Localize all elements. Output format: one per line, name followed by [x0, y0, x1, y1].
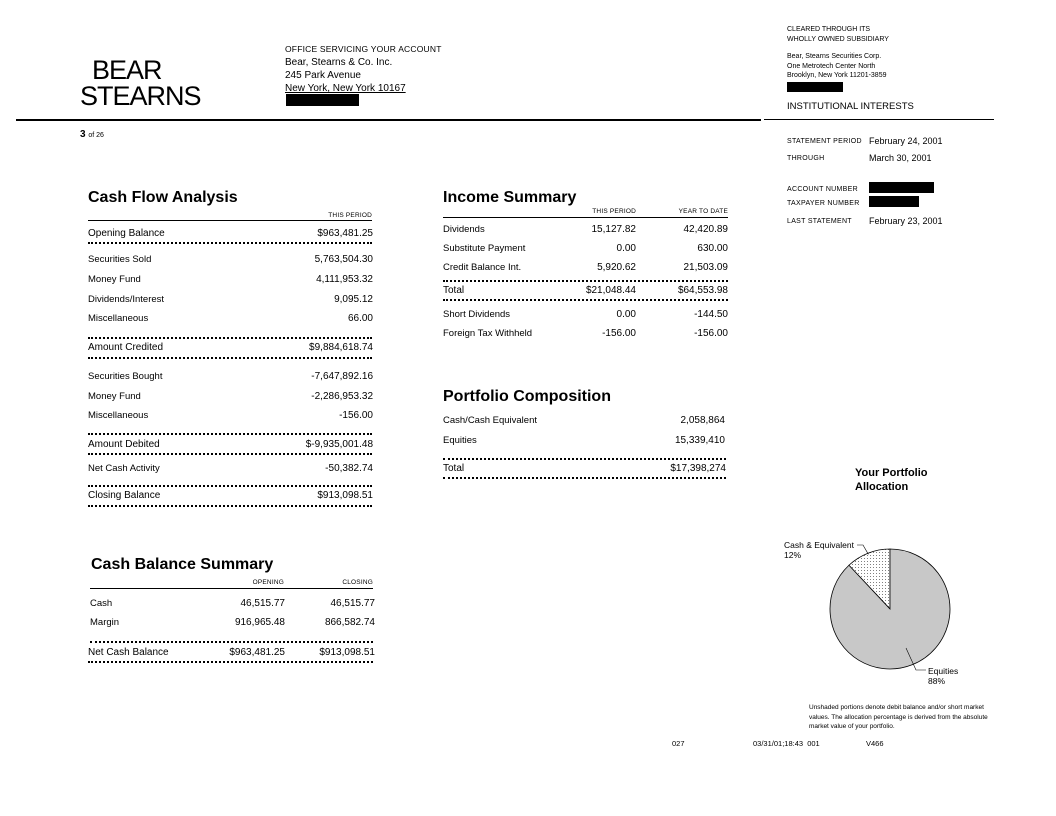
redaction-bar	[869, 182, 934, 193]
income-row2-period: -156.00	[602, 328, 636, 339]
last-statement-label: LAST STATEMENT	[787, 218, 852, 225]
taxpayer-label: TAXPAYER NUMBER	[787, 200, 860, 207]
cash-balance-header-rule	[90, 588, 373, 589]
pie-label-cash-percent: 12%	[784, 550, 802, 560]
account-label: ACCOUNT NUMBER	[787, 186, 858, 193]
income-row-period: 5,920.62	[597, 262, 636, 273]
income-row2-ytd: -144.50	[694, 309, 728, 320]
page-number: 3 of 26	[80, 129, 104, 140]
net-cash-balance-closing: $913,098.51	[319, 647, 375, 658]
footer-version: V466	[866, 739, 884, 748]
debited-value: $-9,935,001.48	[305, 439, 373, 450]
statement-period-value: February 24, 2001	[869, 136, 943, 146]
cash-balance-row-label: Margin	[90, 617, 120, 628]
through-label: THROUGH	[787, 155, 825, 162]
portfolio-row-label: Equities	[443, 435, 477, 446]
money-fund-value: 4,111,953.32	[316, 274, 373, 285]
footer-code: 027	[672, 739, 685, 748]
income-total-label: Total	[443, 285, 465, 296]
income-col-ytd: YEAR TO DATE	[678, 208, 728, 215]
cash-flow-col-header: THIS PERIOD	[328, 212, 372, 219]
misc2-label: Miscellaneous	[88, 410, 149, 421]
logo-line2: STEARNS	[80, 81, 201, 111]
clearing-name: Bear, Stearns Securities Corp.	[787, 53, 882, 60]
misc2-value: -156.00	[339, 410, 373, 421]
income-row-period: 15,127.82	[591, 224, 636, 235]
allocation-title-line1: Your Portfolio	[855, 467, 928, 479]
allocation-note: Unshaded portions denote debit balance and/or short market values. The allocation percentage is derived from the absolute market value of your portfolio.	[809, 704, 988, 730]
office-block	[285, 43, 442, 95]
cash-balance-row-opening: 46,515.77	[240, 598, 285, 609]
income-row-ytd: 42,420.89	[683, 224, 728, 235]
last-statement-value: February 23, 2001	[869, 216, 943, 226]
credited-label: Amount Credited	[88, 342, 164, 353]
money-fund2-label: Money Fund	[88, 391, 141, 402]
redaction-bar	[787, 82, 843, 92]
portfolio-total-value: $17,398,274	[670, 463, 726, 474]
misc-label: Miscellaneous	[88, 313, 149, 324]
portfolio-title: Portfolio Composition	[443, 388, 611, 405]
income-title: Income Summary	[443, 189, 577, 206]
office-name: Bear, Stearns & Co. Inc.	[285, 57, 393, 68]
dotted-rule	[88, 485, 372, 487]
income-row-ytd: 630.00	[697, 243, 728, 254]
closing-value: $913,098.51	[317, 490, 373, 501]
cash-balance-title: Cash Balance Summary	[91, 556, 274, 573]
portfolio-row-value: 2,058,864	[680, 415, 725, 426]
cash-balance-row-label: Cash	[90, 598, 113, 609]
cash-flow-header-rule	[88, 220, 372, 221]
dotted-rule	[88, 433, 372, 435]
cash-balance-col-opening: OPENING	[252, 579, 284, 586]
income-row2-ytd: -156.00	[694, 328, 728, 339]
redaction-bar	[869, 196, 919, 207]
cash-balance-row-opening: 916,965.48	[234, 617, 285, 628]
right-rule	[764, 119, 994, 120]
div-value: 9,095.12	[334, 294, 373, 305]
dotted-rule	[443, 477, 726, 479]
office-title: OFFICE SERVICING YOUR ACCOUNT	[285, 44, 442, 54]
sec-bought-label: Securities Bought	[88, 371, 163, 382]
clearing-block	[787, 25, 889, 81]
pie-leader-cash	[857, 545, 868, 554]
dotted-rule	[88, 242, 372, 244]
misc-value: 66.00	[347, 313, 373, 324]
income-total-ytd: $64,553.98	[677, 285, 728, 296]
allocation-pie-chart	[770, 530, 1010, 695]
income-total-period: $21,048.44	[585, 285, 636, 296]
pie-slice-equities	[830, 549, 950, 669]
allocation-title	[855, 466, 928, 494]
portfolio-row-value: 15,339,410	[674, 435, 725, 446]
sec-sold-label: Securities Sold	[88, 254, 152, 265]
bear-stearns-logo	[80, 57, 201, 109]
header-rule	[16, 119, 761, 121]
cash-balance-row-closing: 46,515.77	[330, 598, 375, 609]
dotted-rule	[88, 357, 372, 359]
net-cash-activity-value: -50,382.74	[325, 463, 373, 474]
page-of: of 26	[88, 132, 104, 139]
dotted-rule	[88, 337, 372, 339]
dotted-rule	[443, 299, 728, 301]
income-row-label: Substitute Payment	[443, 243, 526, 254]
cash-balance-col-closing: CLOSING	[342, 579, 373, 586]
net-cash-activity-label: Net Cash Activity	[88, 463, 160, 474]
div-label: Dividends/Interest	[88, 294, 165, 305]
net-cash-balance-opening: $963,481.25	[229, 647, 285, 658]
cash-balance-row-closing: 866,582.74	[324, 617, 375, 628]
net-cash-balance-label: Net Cash Balance	[88, 647, 169, 658]
debited-label: Amount Debited	[88, 439, 160, 450]
income-row2-label: Short Dividends	[443, 309, 511, 320]
sec-sold-value: 5,763,504.30	[314, 254, 373, 265]
income-row-period: 0.00	[616, 243, 636, 254]
dotted-rule	[88, 661, 373, 663]
income-row-label: Dividends	[443, 224, 485, 235]
dotted-rule	[88, 453, 372, 455]
income-row-label: Credit Balance Int.	[443, 262, 522, 273]
office-address1: 245 Park Avenue	[285, 70, 361, 81]
portfolio-row-label: Cash/Cash Equivalent	[443, 415, 537, 426]
money-fund-label: Money Fund	[88, 274, 141, 285]
logo-line1: BEAR	[92, 55, 162, 85]
closing-label: Closing Balance	[88, 490, 161, 501]
credited-value: $9,884,618.74	[309, 342, 373, 353]
income-row-ytd: 21,503.09	[683, 262, 728, 273]
sec-bought-value: -7,647,892.16	[311, 371, 373, 382]
through-value: March 30, 2001	[869, 153, 932, 163]
income-col-period: THIS PERIOD	[592, 208, 636, 215]
income-header-rule	[443, 217, 728, 218]
clearing-address2: Brooklyn, New York 11201-3859	[787, 72, 887, 79]
dotted-rule	[443, 280, 728, 282]
statement-period-label: STATEMENT PERIOD	[787, 138, 862, 145]
office-address2: New York, New York 10167	[285, 83, 406, 94]
clearing-address1: One Metrotech Center North	[787, 62, 876, 70]
clearing-line2: WHOLLY OWNED SUBSIDIARY	[787, 35, 889, 43]
opening-label: Opening Balance	[88, 228, 165, 239]
clearing-line1: CLEARED THROUGH ITS	[787, 26, 871, 33]
money-fund2-value: -2,286,953.32	[311, 391, 373, 402]
opening-value: $963,481.25	[317, 228, 373, 239]
pie-label-equities-percent: 88%	[928, 676, 946, 686]
portfolio-total-label: Total	[443, 463, 465, 474]
cash-flow-title: Cash Flow Analysis	[88, 189, 238, 206]
institutional-interests: INSTITUTIONAL INTERESTS	[787, 101, 914, 112]
dotted-rule	[90, 641, 373, 643]
redaction-bar	[286, 94, 359, 106]
income-row2-label: Foreign Tax Withheld	[443, 328, 533, 339]
footer-timestamp: 03/31/01;18:43 001	[753, 739, 820, 748]
dotted-rule	[443, 458, 726, 460]
dotted-rule	[88, 505, 372, 507]
income-row2-period: 0.00	[616, 309, 636, 320]
pie-label-cash: Cash & Equivalent	[784, 540, 854, 550]
allocation-title-line2: Allocation	[855, 481, 909, 493]
pie-label-equities: Equities	[928, 666, 959, 676]
